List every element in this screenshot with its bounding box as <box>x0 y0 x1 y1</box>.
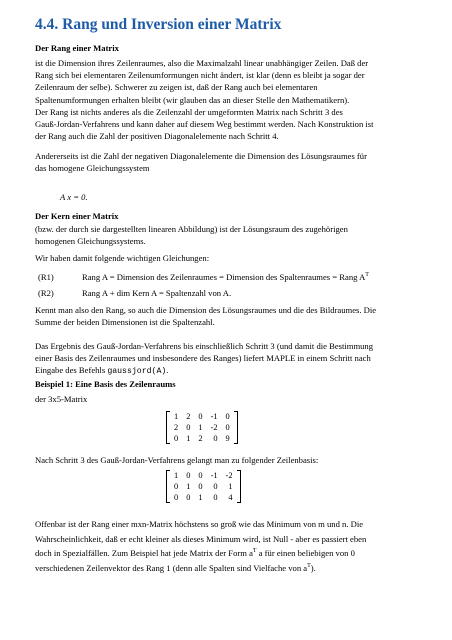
matrix-cell: 0 <box>174 493 179 502</box>
matrix-cell: 1 <box>174 412 179 421</box>
matrix-cell: 0 <box>198 412 203 421</box>
equation-r1-text: Rang A = Dimension des Zeilenraumes = Dimension des Spaltenraumes = Rang A <box>82 272 366 282</box>
closing-paragraph <box>35 517 430 575</box>
rang-paragraph <box>35 57 430 142</box>
text-line: Spaltenumformungen erhalten bleibt (wir glauben das an dieser Stelle den Mathematikern). <box>35 94 350 105</box>
matrix-cell: -2 <box>225 471 233 480</box>
matrix-cell: 1 <box>186 482 191 491</box>
matrix-cell: 0 <box>198 471 203 480</box>
section-heading-kern: Der Kern einer Matrix <box>35 211 119 221</box>
matrix-cell: -1 <box>210 471 218 480</box>
text-line <box>35 561 430 576</box>
matrix-cell: 0 <box>174 482 179 491</box>
matrix-bracket-right <box>237 470 241 503</box>
matrix-row <box>170 481 237 492</box>
matrix-row <box>170 470 237 481</box>
maple-paragraph <box>35 340 430 379</box>
matrix-cell: 1 <box>198 493 203 502</box>
text-span: ). <box>310 562 316 573</box>
matrix-cell: 0 <box>225 423 230 432</box>
text-line: ist die Dimension ihres Zeilenraumes, also die Maximalzahl linear unabhängiger Zeilen. Daß der <box>35 58 369 68</box>
matrix-cell: -2 <box>210 423 218 432</box>
matrix-cell: 0 <box>198 482 203 491</box>
matrix-cell: 0 <box>186 493 191 502</box>
matrix-cell: 0 <box>213 493 218 502</box>
matrix-cell: 1 <box>198 423 203 432</box>
page-title: 4.4. Rang und Inversion einer Matrix <box>35 16 282 33</box>
text-line: Rang sich bei elementaren Zeilenumformungen nicht ändert, ist klar (denn es bleibt ja sogar der <box>35 70 365 81</box>
text-line <box>35 546 430 561</box>
section-heading-rang: Der Rang einer Matrix <box>35 43 119 53</box>
matrix-cell: 9 <box>225 434 230 443</box>
text-line: Wahrscheinlichkeit, daß er echt kleiner als dieses Minimum wird, ist Null - aber es passiert eben <box>35 533 367 544</box>
matrix-cell: -1 <box>210 412 218 421</box>
matrix-cell: 0 <box>225 412 230 421</box>
text-line: Andererseits ist die Zahl der negativen Diagonalelemente die Dimension des Lösungsraumes für <box>35 151 367 161</box>
matrix-cell: 4 <box>228 493 233 502</box>
equation-r2-label: (R2) <box>38 288 54 298</box>
maple-command: gaussjord(A) <box>107 367 167 377</box>
text-line: Zeilenraum der selbe). Schwerer zu zeigen ist, daß der Rang auch bei elementaren <box>35 82 318 93</box>
transpose-sup: T <box>307 562 311 569</box>
text-span: Eingabe des Befehls <box>35 365 108 376</box>
text-span: a für einen beliebigen von 0 <box>256 548 355 558</box>
matrix-row <box>170 492 237 503</box>
transpose-sup: T <box>252 548 257 555</box>
text-line: Der Rang ist nichts anderes als die Zeilenzahl der umgeformten Matrix nach Schritt 3 des <box>35 106 343 117</box>
matrix-cell: 0 <box>186 471 191 480</box>
text-line: Offenbar ist der Rang einer mxn-Matrix höchstens so groß wie das Minimum von m und n. Die <box>35 519 364 529</box>
text-line: Gauß-Jordan-Verfahrens und kann daher auf diesem Weg bestimmt werden. Nach Konstruktion ist <box>35 119 374 130</box>
matrix-row <box>170 433 234 444</box>
text-line: einer Basis des Zeilenraumes und insbesondere des Ranges) liefert MAPLE in einem Schritt nach <box>35 353 371 364</box>
text-line: der Rang auch die Zahl der positiven Diagonalelemente nach Schritt 4. <box>35 131 279 142</box>
text-span: doch in Spezialfällen. Zum Beispiel hat jede Matrix der Form a <box>35 548 253 558</box>
zeilenbasis-sentence: Nach Schritt 3 des Gauß-Jordan-Verfahrens gelangt man zu folgender Zeilenbasis: <box>35 455 319 465</box>
matrix-row-basis <box>166 470 241 503</box>
text-line: Summe der beiden Dimensionen ist die Spaltenzahl. <box>35 317 215 328</box>
matrix-row <box>170 422 234 433</box>
text-line <box>35 364 430 378</box>
text-line: homogenen Gleichungssystems. <box>35 236 146 247</box>
matrix-cell: 2 <box>174 423 179 432</box>
text-span: verschiedenen Zeilenvektor des Rang 1 (denn alle Spalten sind Vielfache von a <box>35 562 308 573</box>
rang-consequence-paragraph <box>35 304 430 328</box>
text-line: Das Ergebnis des Gauß-Jordan-Verfahrens bis einschließlich Schritt 3 (und damit die Bestimmung <box>35 341 374 351</box>
matrix-cell: 1 <box>228 482 233 491</box>
matrix-intro: der 3x5-Matrix <box>35 394 88 404</box>
kernel-dimension-paragraph <box>35 150 430 174</box>
matrix-cell: 1 <box>186 434 191 443</box>
matrix-cell: 0 <box>174 434 179 443</box>
equation-r2: Rang A + dim Kern A = Spaltenzahl von A. <box>82 288 232 298</box>
matrix-cell: 2 <box>198 434 203 443</box>
matrix-cell: 2 <box>186 412 191 421</box>
matrix-cell: 0 <box>213 434 218 443</box>
equation-r1-label: (R1) <box>38 272 54 282</box>
matrix-table <box>170 470 237 503</box>
matrix-row <box>170 411 234 422</box>
equation-r1 <box>82 271 369 283</box>
text-line: (bzw. der durch sie dargestellten linearen Abbildung) ist der Lösungsraum des zugehörigen <box>35 224 348 234</box>
equations-intro: Wir haben damit folgende wichtigen Gleichungen: <box>35 253 210 263</box>
matrix-cell: 0 <box>186 423 191 432</box>
text-span: . <box>166 365 169 376</box>
transpose-sup: T <box>365 272 369 279</box>
text-line: das homogene Gleichungssystem <box>35 163 150 174</box>
kern-paragraph <box>35 223 430 247</box>
text-line: Kennt man also den Rang, so auch die Dimension des Lösungsraumes und die des Bildraumes. Die <box>35 305 377 315</box>
homogeneous-equation: A x = 0. <box>60 192 88 202</box>
matrix-3x5 <box>166 411 238 444</box>
matrix-cell: 1 <box>174 471 179 480</box>
example-heading: Beispiel 1: Eine Basis des Zeilenraums <box>35 379 176 389</box>
matrix-table <box>170 411 234 444</box>
matrix-bracket-right <box>234 411 238 444</box>
matrix-cell: 0 <box>213 482 218 491</box>
